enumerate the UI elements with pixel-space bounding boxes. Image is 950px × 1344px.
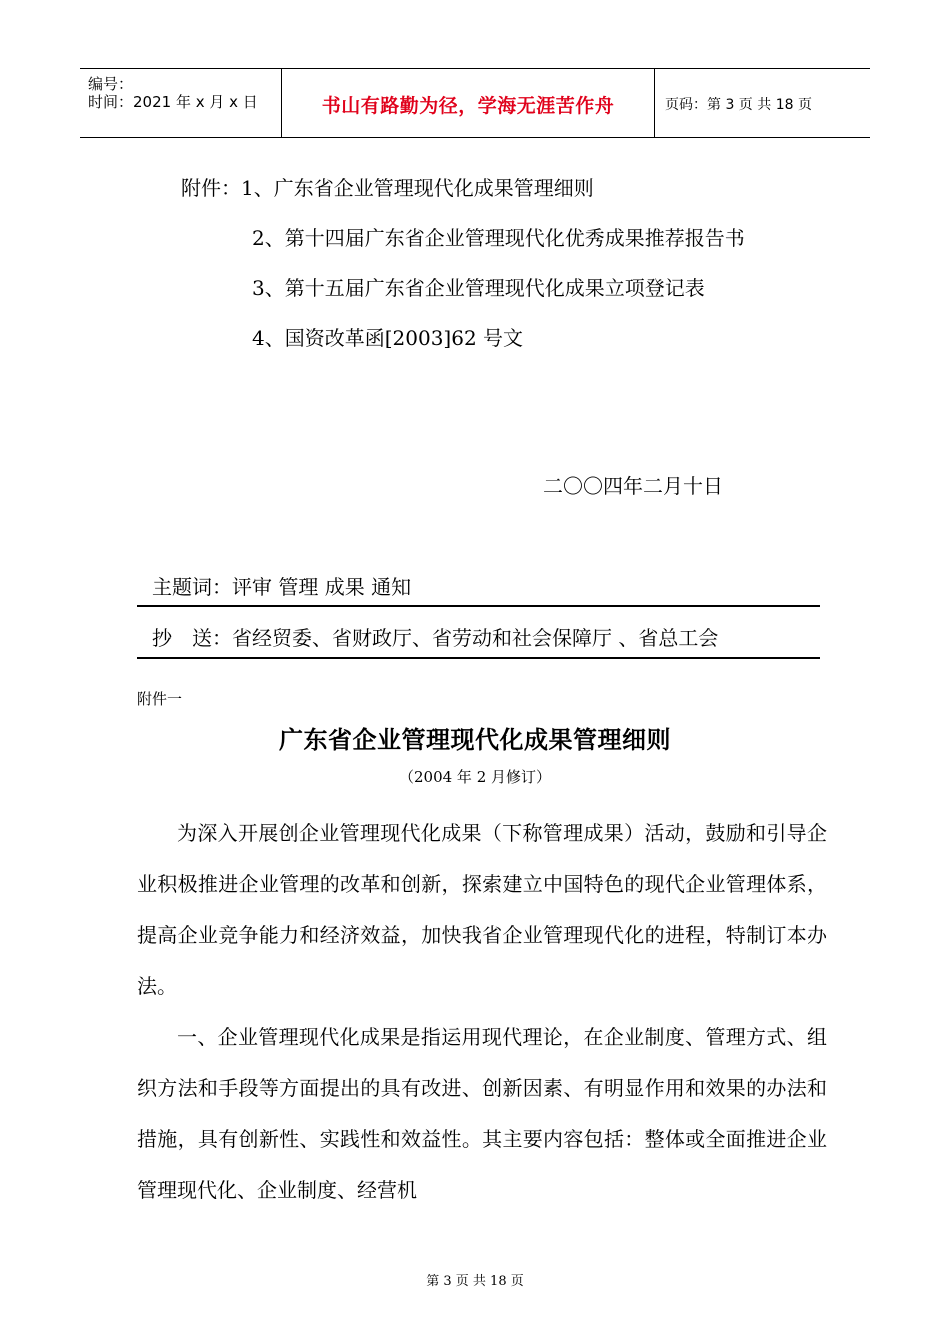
document-date: 二〇〇四年二月十日 <box>543 474 723 498</box>
body-paragraph-2: 一、企业管理现代化成果是指运用现代理论，在企业制度、管理方式、组织方法和手段等方面提出的具有改进、创新因素、有明显作用和效果的办法和措施，具有创新性、实践性和效益性。其主要内容包括：整体或全面推进企业管理现代化、企业制度、经营机 <box>137 1025 827 1202</box>
attachment-item <box>181 172 594 201</box>
header-motto: 书山有路勤为径，学海无涯苦作舟 <box>321 95 615 117</box>
attachment-item-1: 1、广东省企业管理现代化成果管理细则 <box>241 176 594 200</box>
attachment-item-4: 4、国资改革函[2003]62 号文 <box>252 326 524 350</box>
attachment-item-3: 3、第十五届广东省企业管理现代化成果立项登记表 <box>252 276 705 300</box>
attachment-item-2: 2、第十四届广东省企业管理现代化优秀成果推荐报告书 <box>252 226 745 250</box>
document-time-label: 时间：2021 年 x 月 x 日 <box>88 93 258 111</box>
divider-line <box>137 605 820 607</box>
page-footer: 第 3 页 共 18 页 <box>426 1274 524 1289</box>
document-title: 广东省企业管理现代化成果管理细则 <box>279 726 671 754</box>
attachment-prefix: 附件： <box>181 176 241 200</box>
divider-line <box>137 657 820 659</box>
document-subtitle: （2004 年 2 月修订） <box>398 768 552 786</box>
header-page-cell <box>655 69 870 137</box>
header-page-number: 页码：第 3 页 共 18 页 <box>665 97 812 113</box>
body-paragraph-1: 为深入开展创企业管理现代化成果（下称管理成果）活动，鼓励和引导企业积极推进企业管理的改革和创新，探索建立中国特色的现代企业管理体系，提高企业竞争能力和经济效益，加快我省企业管理现代化的进程，特制订本办法。 <box>137 821 827 998</box>
document-number-label: 编号： <box>88 75 134 93</box>
annex-label: 附件一 <box>137 690 183 708</box>
header-motto-cell <box>282 69 655 137</box>
header-info-cell <box>80 69 282 137</box>
page-header <box>80 68 870 138</box>
subject-keywords: 主题词：评审 管理 成果 通知 <box>152 575 412 599</box>
cc-recipients: 抄 送：省经贸委、省财政厅、省劳动和社会保障厅 、省总工会 <box>152 626 719 650</box>
